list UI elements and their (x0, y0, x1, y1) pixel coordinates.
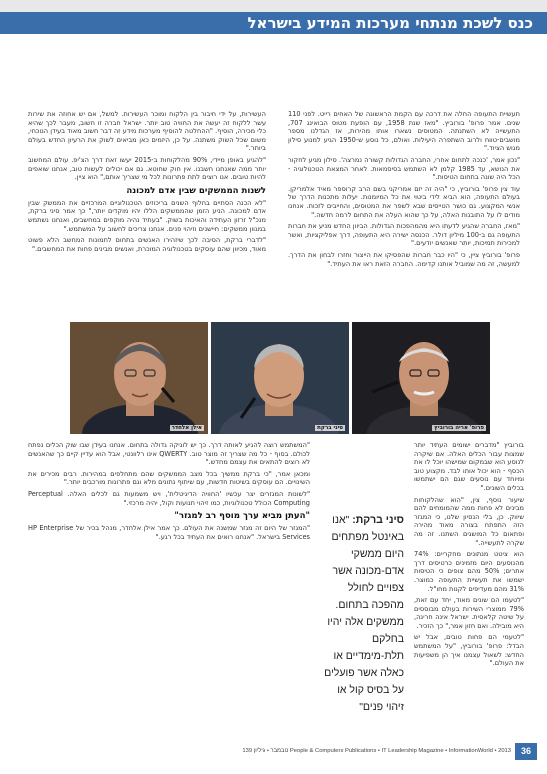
article-column-left (28, 110, 266, 314)
article-column-lower-left (28, 441, 310, 733)
page-number: 36 (515, 743, 537, 760)
photo-caption: פרופ' אריה בורוביץ (434, 425, 484, 431)
article-column-lower-right (414, 441, 524, 733)
article-column-right (288, 110, 520, 314)
photo-caption: סיני ברקת (317, 425, 343, 431)
paragraph: "לטעמי הם פחות טובים, אבל יש הבדל: פרופ' בורוביץ, "על המשתמש החדש: לשאול עצמנו איך הן משפיעות את העולם." (414, 633, 524, 668)
paragraph: "לא הכנה הסתיים בחלוף השנים בריכוזים הטכנולוגיים המרכזיים את הממשק שבין אדם למכונה. הניע הזמן שהממשקים הללו יהיו מוקדים יותר," כך אמר סיני ברקת, מנכ"ל זרזון העתידה והאיכות בשוק. "בעתיד נהיה מוקפים במחשבים, ואנחנו נשתמש במגוון ממשקים: חיישנים וזיהוי פנים. אנחנו צריכים לחשוב על המשתמש." (28, 198, 266, 233)
photo-caption: אילן אלחדר (171, 425, 202, 431)
paragraph: שיעור נוסף, צין, "הוא שהלקוחות מבינים לא פחות ממה שהמומחים להם שיווק. כן, בלי הנסיון שלנו, כי המגזר הזה התפתח בצורה מאוד מהירה ופתאום כל המושגים השתנו. זה מה שקרה לתעשייה." (414, 495, 524, 547)
paragraph: תעשיית התעופה החלה את דרכה עם הקמת הראשונה של האחים רייט. לפני 110 שנים. אמר פרופ' בורוביץ. "מאז שנת 1958, עם הופעת מטוס הבואינג 707, התעשייה לא השתנתה. המטוסים נשארו אותו מהירות, אז הגדלנו מספר מושבים-טווח ולרוב השתפרה היעילות. ואולם, כל נוסע ש-1950 הגיע למנוע סילון מגוש הציוד." (288, 110, 520, 153)
photo-arie-borovitz (352, 322, 490, 434)
paragraph: העשירות, על ידי חיבור בין הלקוח ומוכר העשירות. למשל, אם יש אחוזה את שירות עשר ללקוח זה יעשה את החוויה טוב יותר. ישראל חברה זו חשוב, מעבר לכך שהיא כלי מכירה, הוסיף. "ההחלטה להוסיף מערכות מידע זה דבר חשוב מאוד בעידן הנוכחי, משום שכל השוק משתנה. על כן, היזמים כאן מביאים לשוק את הרעיון החדש בעולם ביותר." (28, 110, 266, 153)
portrait-photo-icon (352, 322, 490, 434)
paragraph: "לדברי ברקת, הסיבה לכך שיזהירו האנשים בתחום לתמונות המחשב הלא פשוט מאוד, מכיוון שהם עוסקים בטכנולוגיה המוכרת, ואנשים מבינים פחות את המחשבים." (28, 236, 266, 253)
paragraph: "להגיע באופן מיידי, 90% מהלקוחות ב-2015 יעשו זאת דרך הצ'יפ. עולם המחשוב יותר ממה שאנחנו חשבנו. אין חוק שחוטא. גם אם יכולים לעשות טוב, אנחנו שואפים להיות טובים. אנו רוצים לתת פתרונות לכל מי שצריך אותם," הוא ציין. (28, 155, 266, 182)
section-heading: לשנות הממשקים שבין אדם למכונה (126, 185, 266, 196)
paragraph: "לשונות המגזרים יצר עכשיו 'החוויה הדיגיטלית', ויש משמעות גם לכלים האלה. Perceptual Computing הכולל טכנולוגיות, כמו זיהוי תנועות וקול, יהיה מרכזי." (28, 489, 310, 507)
paragraph: "לטעמו הם שונים מאוד, יחד עם זאת, 79% ממוצרי השירות בעולם מבוססים על שיטה קלאסית. ישראל אינה חריגה, היא מובילה. ואם חזון אמר," כך הזכיר. (414, 596, 524, 630)
page-footer (0, 740, 547, 774)
photo-ilan-elhadar (70, 322, 208, 434)
paragraph: "המגזר של היום זה מגזר שמשנה את העולם. כך אמר אילן אלחדר, מנהל בכיר של HP Enterprise Services בישראל. "אנחנו רואים את העתיד בכל רגע." (28, 524, 310, 541)
photo-sinai-barkat (211, 322, 349, 434)
pull-quote-lead: סיני ברקת: (352, 514, 404, 526)
page-title: כנס לשכת מנתחי מערכות המידע בישראל (247, 14, 533, 32)
paragraph: "המשתמש רוצה להגיע לאותה דרך. כך יש לוגיקה גדולה בתחום. אנחנו בעידן שבו שוק הכלים נפתח לכולם. בסוף - כל מה שצריך זה מוצר טוב. QWERTY אינו רלוונטי, אבל הוא עדיין קיים כך שהאנשים לא רוצים להתאים את עצמם מחדש." (28, 441, 310, 467)
paragraph: עוד צין פרופ' בורוביץ, כי "היה זה יזם אמריקני בשם הרב קרוספר מאיד אלמריקן. בעולם התעופה, הוא הביא לידי ביטוי את כל המיומנות. יעלות מתכנות הדרך של אנשי המקצוע. גם כושר הטייסים שבא לשפר את המטוסים, והחייבים לזכות. אנחנו מודים לו על התובנות האלה, על כך שהוא העלה את התחום לרמה חדשה." (288, 184, 520, 219)
paragraph: פרופ' בורוביץ ציין, כי "היו כבר חברות שהפסיקו את הייצור וחזרו לבחון את הדרך. למעשה, זה מה שמוביל אותנו קדימה. החברה הזאת ראו את העתיד." (288, 250, 520, 268)
paragraph: ומכאן אמר, "כי ברקת ממשיך בכל מצב הממשקים שהם מתחלפים במהירות. רבים מכירים את השינויים. הם עוסקים בשיטות חדשות, עם שיתוף נתונים מלא וגם פתרונות מורכבים יותר." (28, 469, 310, 487)
portrait-photo-icon (70, 322, 208, 434)
section-heading: "העתן מביא ערך מוסף רב למגזר" (174, 511, 310, 522)
paragraph: הוא ציטט מנתונים מחקריים: 74% מהנוסעים היום מזמינים כרטיסים דרך אתרים; 50% מהם צופים כי הטיסות ישמשו את תעשיית התעופה כמוצר. 31% מהם מעדיפים לקנות מחו"ל. (414, 550, 524, 593)
footer-info: People & Computers Publications • IT Leadership Magazine • InformationWorld • 2013 נובמבר • גיליון 139 (242, 748, 511, 754)
pull-quote-text: "אנו באינטל מפתחים היום ממשקי אדם-מכונה אשר צפויים לחולל מהפכה בתחום. ממשקים אלה יהיו בחלקם תלת-מימדיים או כאלה אשר פועלים על בסיס קול או זיהוי פנים" (324, 514, 404, 713)
pull-quote (320, 512, 404, 716)
paragraph: "נכון אמר, 'כנכה לתחום אחרי, החברה הגדולות קשורה נמרצה'. סילון מגיע לחקור את הנושא, עד 1985 קלמן לא השתמש בסיסמאות. לאחר המצאת הטכנולוגיה - הכל היה שונה בתחום הטיסות." (288, 155, 520, 182)
header-banner (0, 0, 547, 34)
photo-strip (70, 322, 490, 434)
portrait-photo-icon (211, 322, 349, 434)
paragraph: בורוביץ "מדברים ישומים העתיד יותר שמצות עבור הכלים האלה. אם שיקרה לנוסע הוא שבמקום שמישהו יוכל לו את הכסף - הוא יכול אותו לבד. מקצוע טוב ומיוחד עם נוסעים שגם הם ישתמשו בכלים השונים." (414, 441, 524, 492)
paragraph: "מאז, החברה שהגיע לדעתו היא מהמהפכות הגדולות. הביוון החדש מניע את חברות התעופה גם ב-100 מיליון דולר. הכנסה ישירה היא התעופה, דרך אפליקציות, ואשר למכירות תמיכות, יותר שאנשים יודעים." (288, 222, 520, 248)
